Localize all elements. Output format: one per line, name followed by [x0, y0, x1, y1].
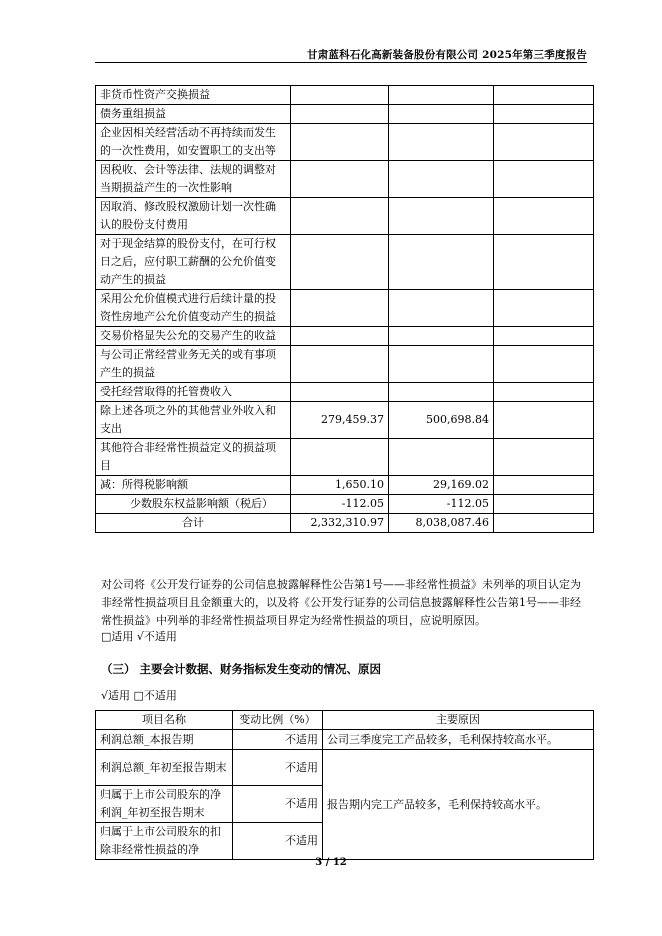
current-period-cell: [291, 161, 389, 198]
current-period-cell: -112.05: [291, 495, 389, 514]
item-cell: 减：所得税影响额: [96, 476, 291, 495]
item-cell: 受托经营取得的托管费收入: [96, 383, 291, 402]
header-divider: [95, 62, 587, 63]
item-cell: 采用公允价值模式进行后续计量的投资性房地产公允价值变动产生的损益: [96, 290, 291, 327]
ytd-cell: [389, 290, 494, 327]
key-data-change-table: [95, 710, 594, 860]
ytd-cell: [389, 346, 494, 383]
table-row: [96, 383, 594, 402]
table-row: [96, 235, 594, 290]
nonrecurring-items-table: [95, 85, 594, 533]
row-name: 利润总额_本报告期: [96, 730, 233, 750]
ytd-cell: [389, 327, 494, 346]
ytd-cell: [389, 86, 494, 105]
page-number: 3 / 12: [315, 857, 347, 868]
ytd-cell: [389, 198, 494, 235]
ytd-cell: -112.05: [389, 495, 494, 514]
header-item-name: 项目名称: [96, 711, 233, 730]
item-cell: 与公司正常经营业务无关的或有事项产生的损益: [96, 346, 291, 383]
table-row: [96, 290, 594, 327]
table-row: [96, 86, 594, 105]
ytd-cell: [389, 161, 494, 198]
current-period-cell: [291, 235, 389, 290]
applicability-option-2: √适用 □不适用: [101, 689, 177, 702]
item-cell: 因税收、会计等法律、法规的调整对当期损益产生的一次性影响: [96, 161, 291, 198]
note-cell: [494, 402, 594, 439]
item-cell: 交易价格显失公允的交易产生的收益: [96, 327, 291, 346]
note-cell: [494, 327, 594, 346]
row-ratio: 不适用: [233, 786, 323, 823]
note-cell: [494, 439, 594, 476]
note-cell: [494, 346, 594, 383]
item-cell: 企业因相关经营活动不再持续而发生的一次性费用，如安置职工的支出等: [96, 124, 291, 161]
row-ratio: 不适用: [233, 823, 323, 860]
ytd-cell: [389, 124, 494, 161]
current-period-cell: [291, 346, 389, 383]
note-cell: [494, 161, 594, 198]
note-cell: [494, 86, 594, 105]
note-cell: [494, 105, 594, 124]
merged-reason-cell: 报告期内完工产品较多，毛利保持较高水平。: [323, 750, 594, 860]
table-row: [96, 514, 594, 533]
note-cell: [494, 476, 594, 495]
item-cell: 非货币性资产交换损益: [96, 86, 291, 105]
note-cell: [494, 290, 594, 327]
row-reason: 公司三季度完工产品较多，毛利保持较高水平。: [323, 730, 594, 750]
row-name: 归属于上市公司股东的净利润_年初至报告期末: [96, 786, 233, 823]
table-row: [96, 402, 594, 439]
item-cell: 除上述各项之外的其他营业外收入和支出: [96, 402, 291, 439]
current-period-cell: [291, 124, 389, 161]
item-cell: 对于现金结算的股份支付，在可行权日之后，应付职工薪酬的公允价值变动产生的损益: [96, 235, 291, 290]
note-cell: [494, 124, 594, 161]
item-cell: 债务重组损益: [96, 105, 291, 124]
table-row: [96, 439, 594, 476]
table-row: [96, 105, 594, 124]
header-change-ratio: 变动比例（%）: [233, 711, 323, 730]
row-name: 归属于上市公司股东的扣除非经常性损益的净: [96, 823, 233, 860]
table-row: [96, 198, 594, 235]
table-row: [96, 124, 594, 161]
ytd-cell: [389, 439, 494, 476]
ytd-cell: [389, 235, 494, 290]
current-period-cell: 2,332,310.97: [291, 514, 389, 533]
row-ratio: 不适用: [233, 750, 323, 786]
ytd-cell: [389, 383, 494, 402]
table-row: [96, 346, 594, 383]
item-cell: 因取消、修改股权激励计划一次性确认的股份支付费用: [96, 198, 291, 235]
current-period-cell: [291, 198, 389, 235]
current-period-cell: 279,459.37: [291, 402, 389, 439]
note-cell: [494, 235, 594, 290]
current-period-cell: 1,650.10: [291, 476, 389, 495]
current-period-cell: [291, 383, 389, 402]
item-cell: 少数股东权益影响额（税后）: [96, 495, 291, 514]
table-row: [96, 161, 594, 198]
current-period-cell: [291, 327, 389, 346]
current-period-cell: [291, 105, 389, 124]
ytd-cell: [389, 105, 494, 124]
section-3-title: （三） 主要会计数据、财务指标发生变动的情况、原因: [101, 662, 382, 676]
ytd-cell: 29,169.02: [389, 476, 494, 495]
note-cell: [494, 495, 594, 514]
explanation-paragraph: 对公司将《公开发行证券的公司信息披露解释性公告第1号——非经常性损益》未列举的项目认定为非经常性损益项目且金额重大的，以及将《公开发行证券的公司信息披露解释性公告第1号——非经常性损益》中列举的非经常性损益项目界定为经常性损益的项目，应说明原因。: [101, 578, 581, 627]
ytd-cell: 8,038,087.46: [389, 514, 494, 533]
item-cell: 其他符合非经常性损益定义的损益项目: [96, 439, 291, 476]
current-period-cell: [291, 290, 389, 327]
current-period-cell: [291, 439, 389, 476]
ytd-cell: 500,698.84: [389, 402, 494, 439]
note-cell: [494, 514, 594, 533]
note-cell: [494, 383, 594, 402]
table-row: [96, 327, 594, 346]
item-cell: 合计: [96, 514, 291, 533]
row-ratio: 不适用: [233, 730, 323, 750]
applicability-option-1: □适用 √不适用: [101, 630, 177, 643]
header-main-reason: 主要原因: [323, 711, 594, 730]
table-row: [96, 476, 594, 495]
note-cell: [494, 198, 594, 235]
row-name: 利润总额_年初至报告期末: [96, 750, 233, 786]
table-row: [96, 495, 594, 514]
current-period-cell: [291, 86, 389, 105]
page-header-title: 甘肃蓝科石化高新装备股份有限公司 2025年第三季度报告: [307, 49, 587, 61]
